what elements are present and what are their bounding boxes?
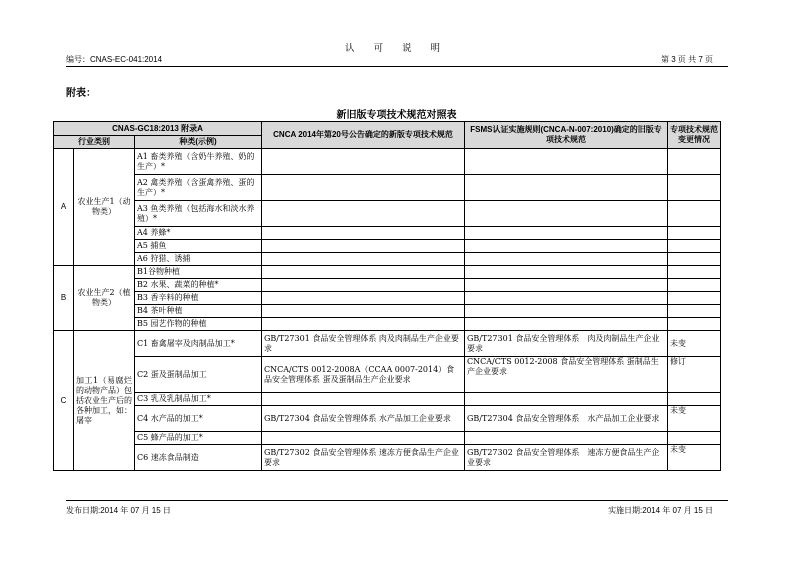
new-spec-cell: [262, 292, 465, 305]
new-spec-cell: [262, 253, 465, 266]
change-cell: [668, 227, 721, 240]
change-cell: [668, 175, 721, 201]
effective-date: 实施日期:2014 年 07 月 15 日: [608, 506, 713, 515]
attachment-label: 附表：: [66, 88, 96, 99]
group-code-c: C: [54, 331, 74, 471]
old-spec-cell: [465, 175, 668, 201]
new-spec-cell: [262, 227, 465, 240]
new-spec-cell: [262, 240, 465, 253]
header-cnas-gc18: CNAS-GC18:2013 附录A: [54, 122, 262, 136]
old-spec-cell: [465, 279, 668, 292]
document-title: 认 可 说 明: [344, 43, 449, 54]
old-spec-cell: [465, 253, 668, 266]
kind-cell: B4 茶叶种植: [135, 305, 262, 318]
kind-cell: B5 园艺作物的种植: [135, 318, 262, 331]
old-spec-cell: [465, 266, 668, 279]
footer-rule: [66, 500, 728, 501]
old-spec-cell: GB/T27302 食品安全管理体系 速冻方便食品生产企业要求: [465, 445, 668, 471]
group-category-c: 加工1（易腐烂的动物产品）包括农业生产后的各种加工，如：屠宰: [74, 331, 135, 471]
change-cell: [668, 292, 721, 305]
kind-cell: B3 香辛料的种植: [135, 292, 262, 305]
header-rule: [66, 66, 728, 67]
document-number: 编号：CNAS-EC-041:2014: [66, 55, 163, 64]
new-spec-cell: [262, 393, 465, 406]
old-spec-cell: [465, 149, 668, 175]
old-spec-cell: [465, 432, 668, 445]
kind-cell: B1谷物种植: [135, 266, 262, 279]
kind-cell: C5 蜂产品的加工*: [135, 432, 262, 445]
old-spec-cell: [465, 393, 668, 406]
group-code-b: B: [54, 266, 74, 331]
new-spec-cell: [262, 432, 465, 445]
kind-cell: A6 狩猎、诱捕: [135, 253, 262, 266]
old-spec-cell: CNCA/CTS 0012-2008 食品安全管理体系 蛋制品生产企业要求: [465, 357, 668, 393]
change-cell: [668, 393, 721, 406]
old-spec-cell: [465, 201, 668, 227]
old-spec-cell: [465, 318, 668, 331]
header-fsms-old: FSMS认证实施规则(CNCA-N-007:2010)确定的旧版专项技术规范: [465, 122, 668, 149]
table-title: 新旧版专项技术规范对照表: [336, 110, 457, 121]
kind-cell: C6 速冻食品制造: [135, 445, 262, 471]
new-spec-cell: GB/T27304 食品安全管理体系 水产品加工企业要求: [262, 406, 465, 432]
new-spec-cell: [262, 149, 465, 175]
old-spec-cell: GB/T27301 食品安全管理体系 肉及肉制品生产企业要求: [465, 331, 668, 357]
change-cell: [668, 318, 721, 331]
group-category-b: 农业生产2（植物类）: [74, 266, 135, 331]
change-cell: [668, 279, 721, 292]
new-spec-cell: CNCA/CTS 0012-2008A（CCAA 0007-2014）食品安全管理体系 蛋及蛋制品生产企业要求: [262, 357, 465, 393]
change-cell: 未变: [668, 406, 721, 432]
change-cell: [668, 253, 721, 266]
kind-cell: A1 畜类养殖（含奶牛养殖、奶的生产）*: [135, 149, 262, 175]
old-spec-cell: [465, 292, 668, 305]
new-spec-cell: [262, 279, 465, 292]
new-spec-cell: [262, 175, 465, 201]
change-cell: 未变: [668, 331, 721, 357]
change-cell: [668, 240, 721, 253]
kind-cell: A3 鱼类养殖（包括海水和淡水养殖）*: [135, 201, 262, 227]
old-spec-cell: [465, 240, 668, 253]
change-cell: [668, 305, 721, 318]
header-cnca-new: CNCA 2014年第20号公告确定的新版专项技术规范: [262, 122, 465, 149]
old-spec-cell: GB/T27304 食品安全管理体系 水产品加工企业要求: [465, 406, 668, 432]
change-cell: [668, 266, 721, 279]
old-spec-cell: [465, 305, 668, 318]
kind-cell: A5 捕鱼: [135, 240, 262, 253]
kind-cell: C4 水产品的加工*: [135, 406, 262, 432]
header-change: 专项技术规范变更情况: [668, 122, 721, 149]
kind-cell: C2 蛋及蛋制品加工: [135, 357, 262, 393]
kind-cell: C1 畜禽屠宰及肉制品加工*: [135, 331, 262, 357]
change-cell: [668, 149, 721, 175]
issue-date: 发布日期:2014 年 07 月 15 日: [66, 506, 171, 515]
kind-cell: A2 禽类养殖（含蛋禽养殖、蛋的生产）*: [135, 175, 262, 201]
group-category-a: 农业生产1（动物类）: [74, 149, 135, 266]
header-kind: 种类(示例): [135, 136, 262, 149]
change-cell: 修订: [668, 357, 721, 393]
new-spec-cell: [262, 318, 465, 331]
change-cell: 未变: [668, 445, 721, 471]
new-spec-cell: [262, 266, 465, 279]
comparison-table: [53, 121, 721, 471]
new-spec-cell: GB/T27302 食品安全管理体系 速冻方便食品生产企业要求: [262, 445, 465, 471]
kind-cell: C3 乳及乳制品加工*: [135, 393, 262, 406]
kind-cell: B2 水果、蔬菜的种植*: [135, 279, 262, 292]
change-cell: [668, 201, 721, 227]
page-info: 第 3 页 共 7 页: [660, 55, 713, 64]
new-spec-cell: [262, 305, 465, 318]
group-code-a: A: [54, 149, 74, 266]
header-industry: 行业类别: [54, 136, 135, 149]
change-cell: [668, 432, 721, 445]
new-spec-cell: GB/T27301 食品安全管理体系 肉及肉制品生产企业要求: [262, 331, 465, 357]
kind-cell: A4 养蜂*: [135, 227, 262, 240]
new-spec-cell: [262, 201, 465, 227]
old-spec-cell: [465, 227, 668, 240]
